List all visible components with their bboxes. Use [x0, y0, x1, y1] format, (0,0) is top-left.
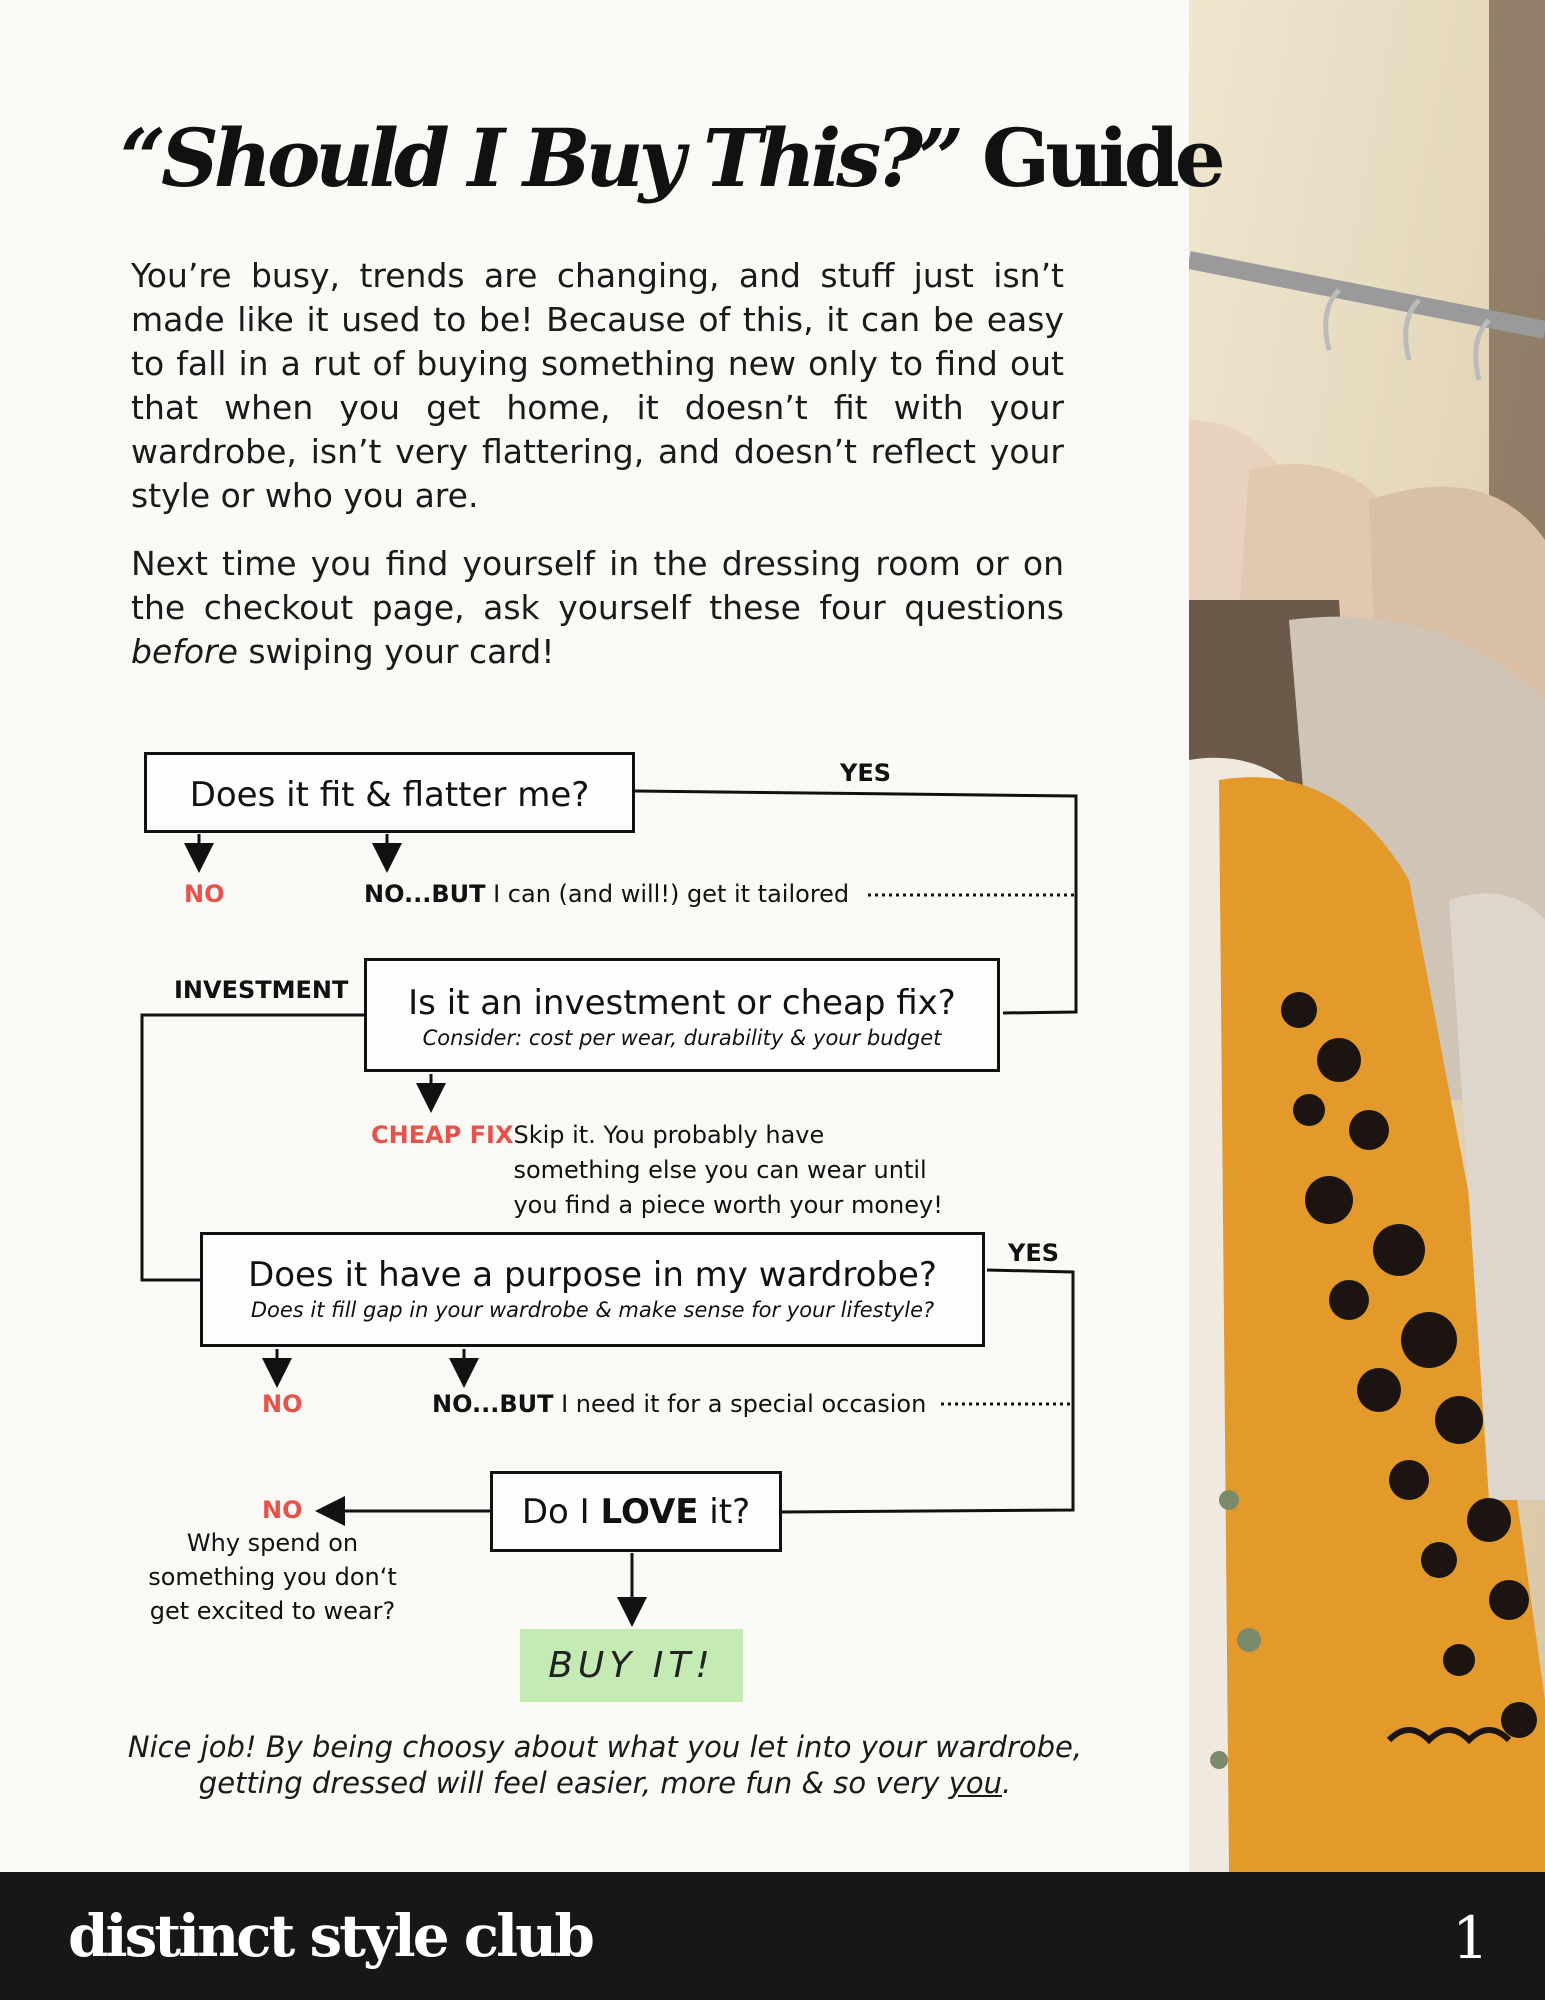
- q1-yes-label: YES: [840, 759, 892, 787]
- question-investment: Is it an investment or cheap fix? Consider: cost per wear, durability & your budget: [364, 958, 1000, 1072]
- footer-bar: [0, 1872, 1545, 2000]
- page-number: 1: [1452, 1904, 1489, 1972]
- cheap-fix-note: CHEAP FIXSkip it. You probably have something else you can wear until you find a piece worth your money!: [371, 1121, 943, 1219]
- q1-no-label: NO: [184, 880, 225, 908]
- q1-nobut-note: NO...BUT I can (and will!) get it tailored: [364, 880, 850, 908]
- investment-label: INVESTMENT: [174, 976, 349, 1004]
- closing-message: Nice job! By being choosy about what you let into your wardrobe, getting dressed will feel easier, more fun & so very you.: [127, 1730, 1083, 1800]
- intro-paragraph-2: Next time you find yourself in the dressing room or on the checkout page, ask yourself these four questions before swiping your card!: [131, 544, 1064, 671]
- brand-logo: distinct style club: [68, 1902, 592, 1970]
- intro-paragraph-1: You’re busy, trends are changing, and stuff just isn’t made like it used to be! Because of this, it can be easy to fall in a rut of buying something new only to find out that when you get home, it doesn’t fit with your wardrobe, isn’t very flattering, and doesn’t reflect your style or who you are.: [131, 256, 1064, 515]
- clothing-rack-photo: [1189, 0, 1545, 1872]
- q3-no-label: NO: [262, 1390, 303, 1418]
- q4-no-message: Why spend on something you don‘t get excited to wear?: [148, 1529, 397, 1625]
- q4-no-label: NO: [262, 1496, 303, 1524]
- page-title: “Should I Buy This?” Guide: [120, 111, 1221, 205]
- question-love: Do I LOVE it?: [490, 1471, 782, 1552]
- q3-yes-label: YES: [1008, 1239, 1060, 1267]
- buy-it-badge: BUY IT!: [520, 1629, 743, 1702]
- q3-nobut-note: NO...BUT I need it for a special occasion: [432, 1390, 927, 1418]
- question-purpose: Does it have a purpose in my wardrobe? Does it fill gap in your wardrobe & make sense for your lifestyle?: [200, 1232, 985, 1347]
- question-fit-flatter: Does it fit & flatter me?: [144, 752, 635, 833]
